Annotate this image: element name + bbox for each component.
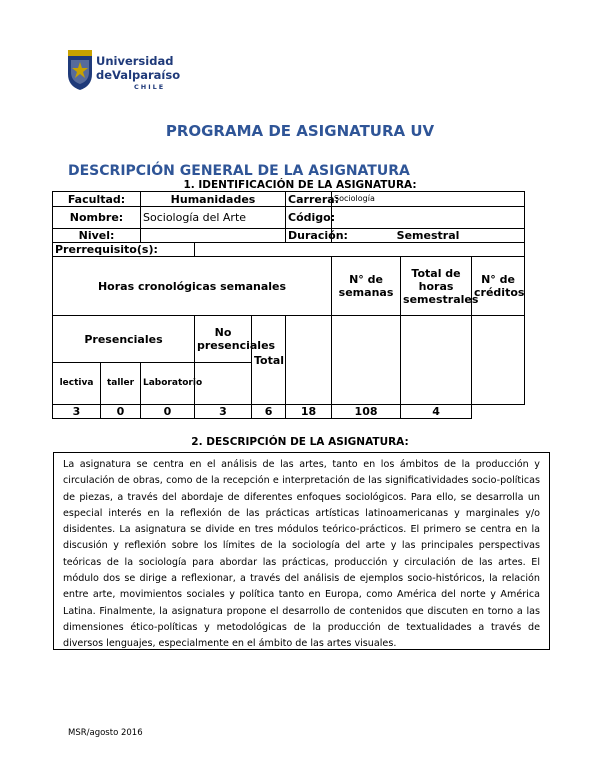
logo-line-2: deValparaíso — [96, 68, 181, 82]
semanas-value: 18 — [286, 405, 332, 419]
description-box: La asignatura se centra en el análisis de las artes, tanto en los ámbitos de la producción y circulación de obras, como de la recepción e interpretación de las significatividades socio-políticas de piezas, a través del abordaje de diferentes enfoques sociológicos. Para ello, se desarrolla un especial interés en la reflexión de las prácticas artísticas latinoamericanas y marginales y/o disidentes. La asignatura se divide en tres módulos teórico-prácticos. El primero se centra en la discusión y reflexión sobre los límites de la sociología del arte y las principales perspectivas teóricas de la sociología para abordar las prácticas, producción y circulación de las artes. El módulo dos se dirige a reflexionar, a través del análisis de ejemplos socio-históricos, la relación entre arte, movimientos sociales y política tanto en Europa, como América del norte y América Latina. Finalmente, la asignatura propone el desarrollo de contenidos que discuten en torno a las dimensiones ético-políticas y metodológicas de la producción de textualidades a través de diversos lenguajes, especialmente en el ámbito de las artes visuales. — [53, 452, 550, 650]
lectiva-label: lectiva — [53, 363, 101, 405]
no-presenciales-value: 3 — [195, 405, 252, 419]
total-label: Total — [252, 316, 286, 405]
prerrequisitos-value — [195, 243, 525, 257]
duracion-value: Semestral — [332, 229, 525, 243]
identification-table — [52, 191, 525, 419]
nivel-row — [53, 229, 525, 243]
shield-icon — [68, 50, 92, 90]
logo-line-1: Universidad — [96, 54, 174, 68]
footer-note: MSR/agosto 2016 — [68, 728, 143, 738]
total-semestrales-value: 108 — [332, 405, 401, 419]
university-logo — [68, 50, 188, 95]
blank-cell — [472, 316, 525, 405]
laboratorio-value: 0 — [141, 405, 195, 419]
total-semestrales-label: Total de horas semestrales — [401, 257, 472, 316]
general-description-title: DESCRIPCIÓN GENERAL DE LA ASIGNATURA — [68, 163, 410, 179]
prerrequisitos-row — [53, 243, 525, 257]
creditos-value: 4 — [401, 405, 472, 419]
nombre-value: Sociología del Arte — [141, 207, 286, 229]
horas-cronologicas-label: Horas cronológicas semanales — [53, 257, 332, 316]
section-1-title: 1. IDENTIFICACIÓN DE LA ASIGNATURA: — [183, 179, 417, 191]
codigo-value — [332, 207, 525, 229]
nivel-value — [141, 229, 286, 243]
hours-values-row — [53, 405, 525, 419]
taller-label: taller — [101, 363, 141, 405]
nombre-row — [53, 207, 525, 229]
blank-cell — [401, 316, 472, 405]
logo-line-3: CHILE — [134, 83, 166, 91]
carrera-value: Sociología — [332, 192, 525, 207]
facultad-row — [53, 192, 525, 207]
facultad-value: Humanidades — [141, 192, 286, 207]
laboratorio-label: Laboratorio — [141, 363, 195, 405]
semanas-label: N° de semanas — [332, 257, 401, 316]
nivel-label: Nivel: — [53, 229, 141, 243]
modality-row — [53, 316, 525, 363]
blank-cell — [286, 316, 332, 405]
no-presenciales-label: No presenciales — [195, 316, 252, 363]
presenciales-label: Presenciales — [53, 316, 195, 363]
prerrequisitos-label: Prerrequisito(s): — [53, 243, 195, 257]
section-2-title: 2. DESCRIPCIÓN DE LA ASIGNATURA: — [191, 436, 409, 448]
nombre-label: Nombre: — [53, 207, 141, 229]
carrera-label: Carrera: — [286, 192, 332, 207]
codigo-label: Código: — [286, 207, 332, 229]
duracion-label: Duración: — [286, 229, 332, 243]
creditos-label: N° de créditos — [472, 257, 525, 316]
program-title: PROGRAMA DE ASIGNATURA UV — [165, 122, 435, 140]
hours-header-row — [53, 257, 525, 316]
blank-cell — [195, 363, 252, 405]
facultad-label: Facultad: — [53, 192, 141, 207]
blank-cell — [332, 316, 401, 405]
taller-value: 0 — [101, 405, 141, 419]
lectiva-value: 3 — [53, 405, 101, 419]
total-value: 6 — [252, 405, 286, 419]
